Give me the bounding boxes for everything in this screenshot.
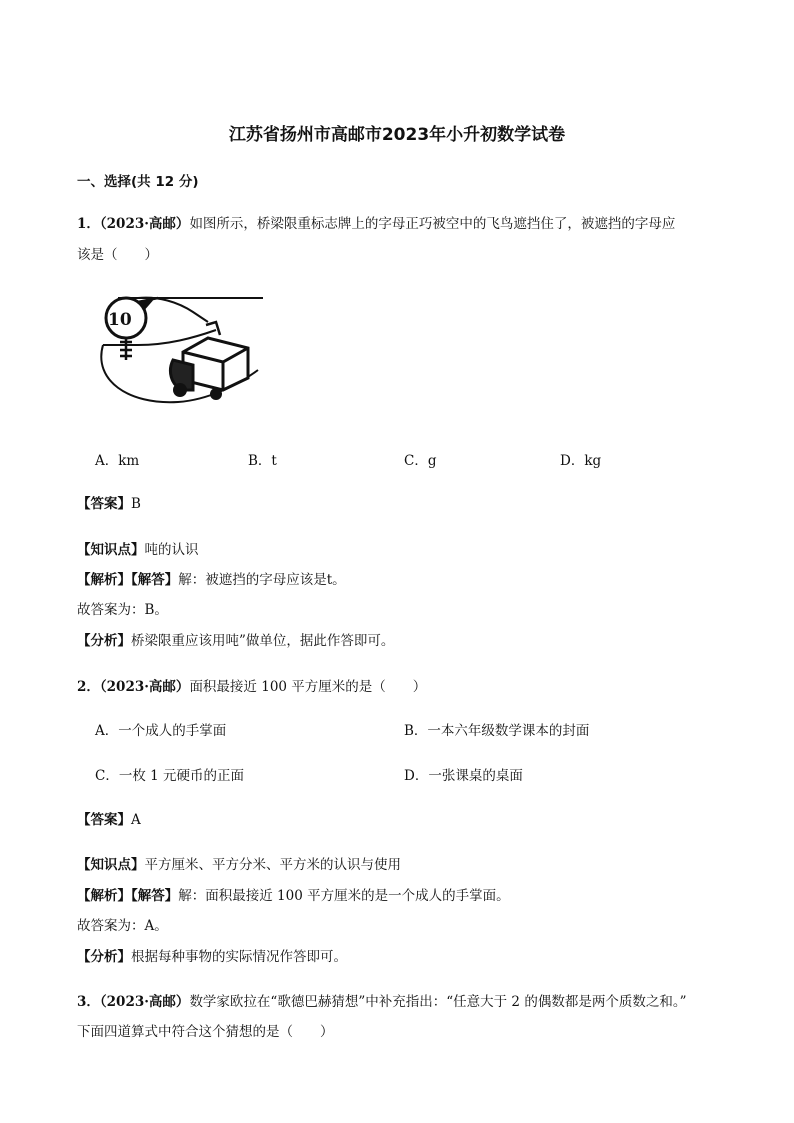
q1-kp-text: 吨的认识 — [144, 542, 199, 558]
q1-fx-text: 桥梁限重应该用吨”做单位，据此作答即可。 — [131, 633, 395, 649]
q3-stem-line2: 下面四道算式中符合这个猜想的是（ ） — [77, 1024, 334, 1040]
q1-source: （2023·高邮） — [99, 216, 190, 232]
q1-analysis — [77, 629, 394, 649]
q1-kp-tag: 【知识点】 — [77, 542, 145, 558]
q2-conclusion: 故答案为：A。 — [77, 918, 168, 934]
q1-fx-tag: 【分析】 — [77, 633, 131, 649]
q2-kp-text: 平方厘米、平方分米、平方米的认识与使用 — [144, 857, 401, 873]
section-heading: 一、选择(共 12 分) — [77, 174, 199, 190]
q3-source: （2023·高邮） — [99, 994, 190, 1010]
q1-explanation — [77, 568, 346, 588]
q1-jx-text: 解：被遮挡的字母应该是t。 — [178, 572, 346, 588]
q2-fx-text: 根据每种事物的实际情况作答即可。 — [131, 949, 347, 965]
q2-text: 面积最接近 100 平方厘米的是（ ） — [189, 679, 427, 695]
q3-number: 3． — [77, 994, 100, 1010]
q2-answer-value: A — [131, 812, 141, 828]
q2-knowledge-point — [77, 853, 401, 873]
q2-explanation — [77, 884, 510, 904]
q2-jx-tag: 【解析】【解答】 — [77, 888, 179, 904]
q2-answer — [77, 808, 141, 828]
q1-knowledge-point — [77, 538, 199, 558]
q1-answer-tag: 【答案】 — [77, 496, 131, 512]
q1-answer — [77, 492, 141, 512]
q1-stem-line1 — [77, 212, 675, 232]
q1-jx-tag: 【解析】【解答】 — [77, 572, 179, 588]
q2-option-b: B．一本六年级数学课本的封面 — [404, 723, 590, 739]
q1-text: 如图所示，桥梁限重标志牌上的字母正巧被空中的飞鸟遮挡住了，被遮挡的字母应 — [189, 216, 676, 232]
q2-analysis — [77, 945, 347, 965]
q2-option-c: C．一枚 1 元硬币的正面 — [95, 768, 245, 784]
q1-stem-line2: 该是（ ） — [77, 247, 158, 263]
q1-option-a: A．km — [95, 453, 140, 469]
q2-number: 2． — [77, 679, 100, 695]
q2-option-a: A．一个成人的手掌面 — [95, 723, 227, 739]
q1-option-c: C．g — [404, 453, 437, 469]
q1-option-d: D．kg — [560, 453, 602, 469]
q2-jx-text: 解：面积最接近 100 平方厘米的是一个成人的手掌面。 — [178, 888, 510, 904]
q2-stem — [77, 675, 426, 695]
bridge-sign-figure — [98, 290, 263, 415]
sign-label: 10 — [108, 310, 132, 330]
q2-kp-tag: 【知识点】 — [77, 857, 145, 873]
page-title: 江苏省扬州市高邮市2023年小升初数学试卷 — [228, 125, 566, 145]
q2-source: （2023·高邮） — [99, 679, 190, 695]
q1-number: 1． — [77, 216, 100, 232]
q2-option-d: D．一张课桌的桌面 — [404, 768, 523, 784]
q2-fx-tag: 【分析】 — [77, 949, 131, 965]
q2-answer-tag: 【答案】 — [77, 812, 131, 828]
q3-stem-line1 — [77, 990, 686, 1010]
q1-option-b: B．t — [248, 453, 277, 469]
q1-answer-value: B — [131, 496, 141, 512]
q3-text: 数学家欧拉在“歌德巴赫猜想”中补充指出：“任意大于 2 的偶数都是两个质数之和。” — [189, 994, 687, 1010]
q1-conclusion: 故答案为：B。 — [77, 602, 168, 618]
